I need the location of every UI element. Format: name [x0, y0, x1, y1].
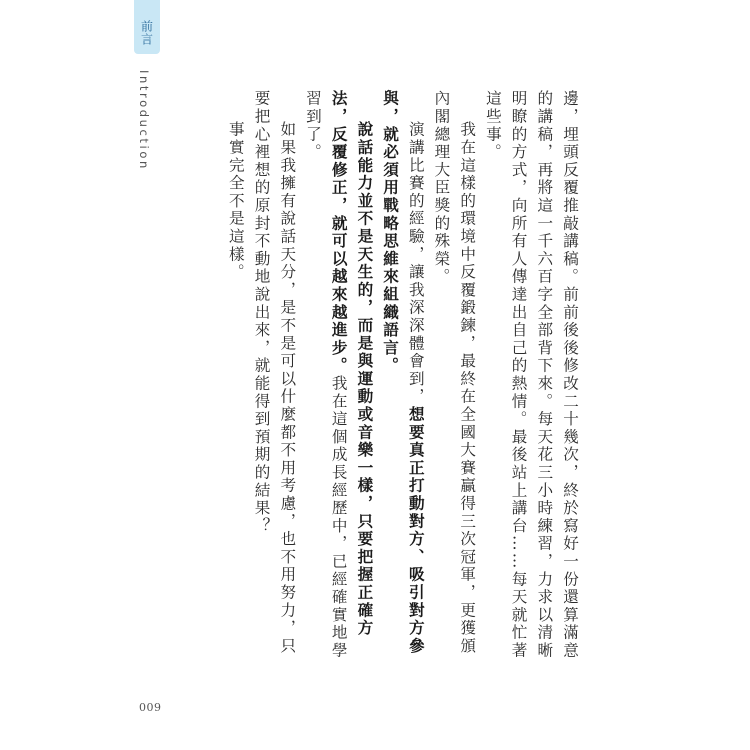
- bold-text-segment: 想要真正打動對方、吸引對方參與，就必須用戰略思維來組織語言。: [381, 90, 425, 656]
- paragraph: [248, 90, 299, 672]
- paragraph: [376, 90, 427, 672]
- paragraph: [299, 90, 376, 672]
- text-segment: 我在這樣的環境中反覆鍛鍊，最終在全國大賽贏得三次冠軍，更獲頒內閣總理大臣獎的殊榮。: [432, 90, 477, 656]
- paragraph: [479, 90, 582, 672]
- text-segment: 事實完全不是這樣。: [226, 121, 245, 282]
- page-number: 009: [139, 701, 162, 714]
- text-segment: 如果我擁有說話天分，是不是可以什麼都不用考慮，也不用努力，只要把心裡想的原封不動地說出來，就能得到預期的結果？: [252, 90, 297, 656]
- chapter-tab: [134, 0, 160, 54]
- bold-text-segment: 說話能力並不是天生的，而是與運動或音樂一樣，只要把握正確方法，反覆修正，就可以越來越進步。: [329, 90, 374, 638]
- text-segment: 我在這個成長經歷中，已經確實地學習到了。: [303, 90, 348, 660]
- body-text: [222, 90, 582, 672]
- paragraph: [428, 90, 479, 672]
- chapter-tab-label: 前言: [139, 20, 154, 46]
- paragraph: [222, 90, 248, 672]
- chapter-english-title: Introduction: [137, 70, 151, 171]
- text-segment: 邊，埋頭反覆推敲講稿。前前後後修改二十幾次，終於寫好一份還算滿意的講稿，再將這一千六百字全部背下來。每天花三小時練習，力求以清晰明瞭的方式，向所有人傳達出自己的熱情。最後站上講台……每天就忙著這些事。: [483, 90, 579, 660]
- text-segment: 演講比賽的經驗，讓我深深體會到，: [406, 121, 425, 406]
